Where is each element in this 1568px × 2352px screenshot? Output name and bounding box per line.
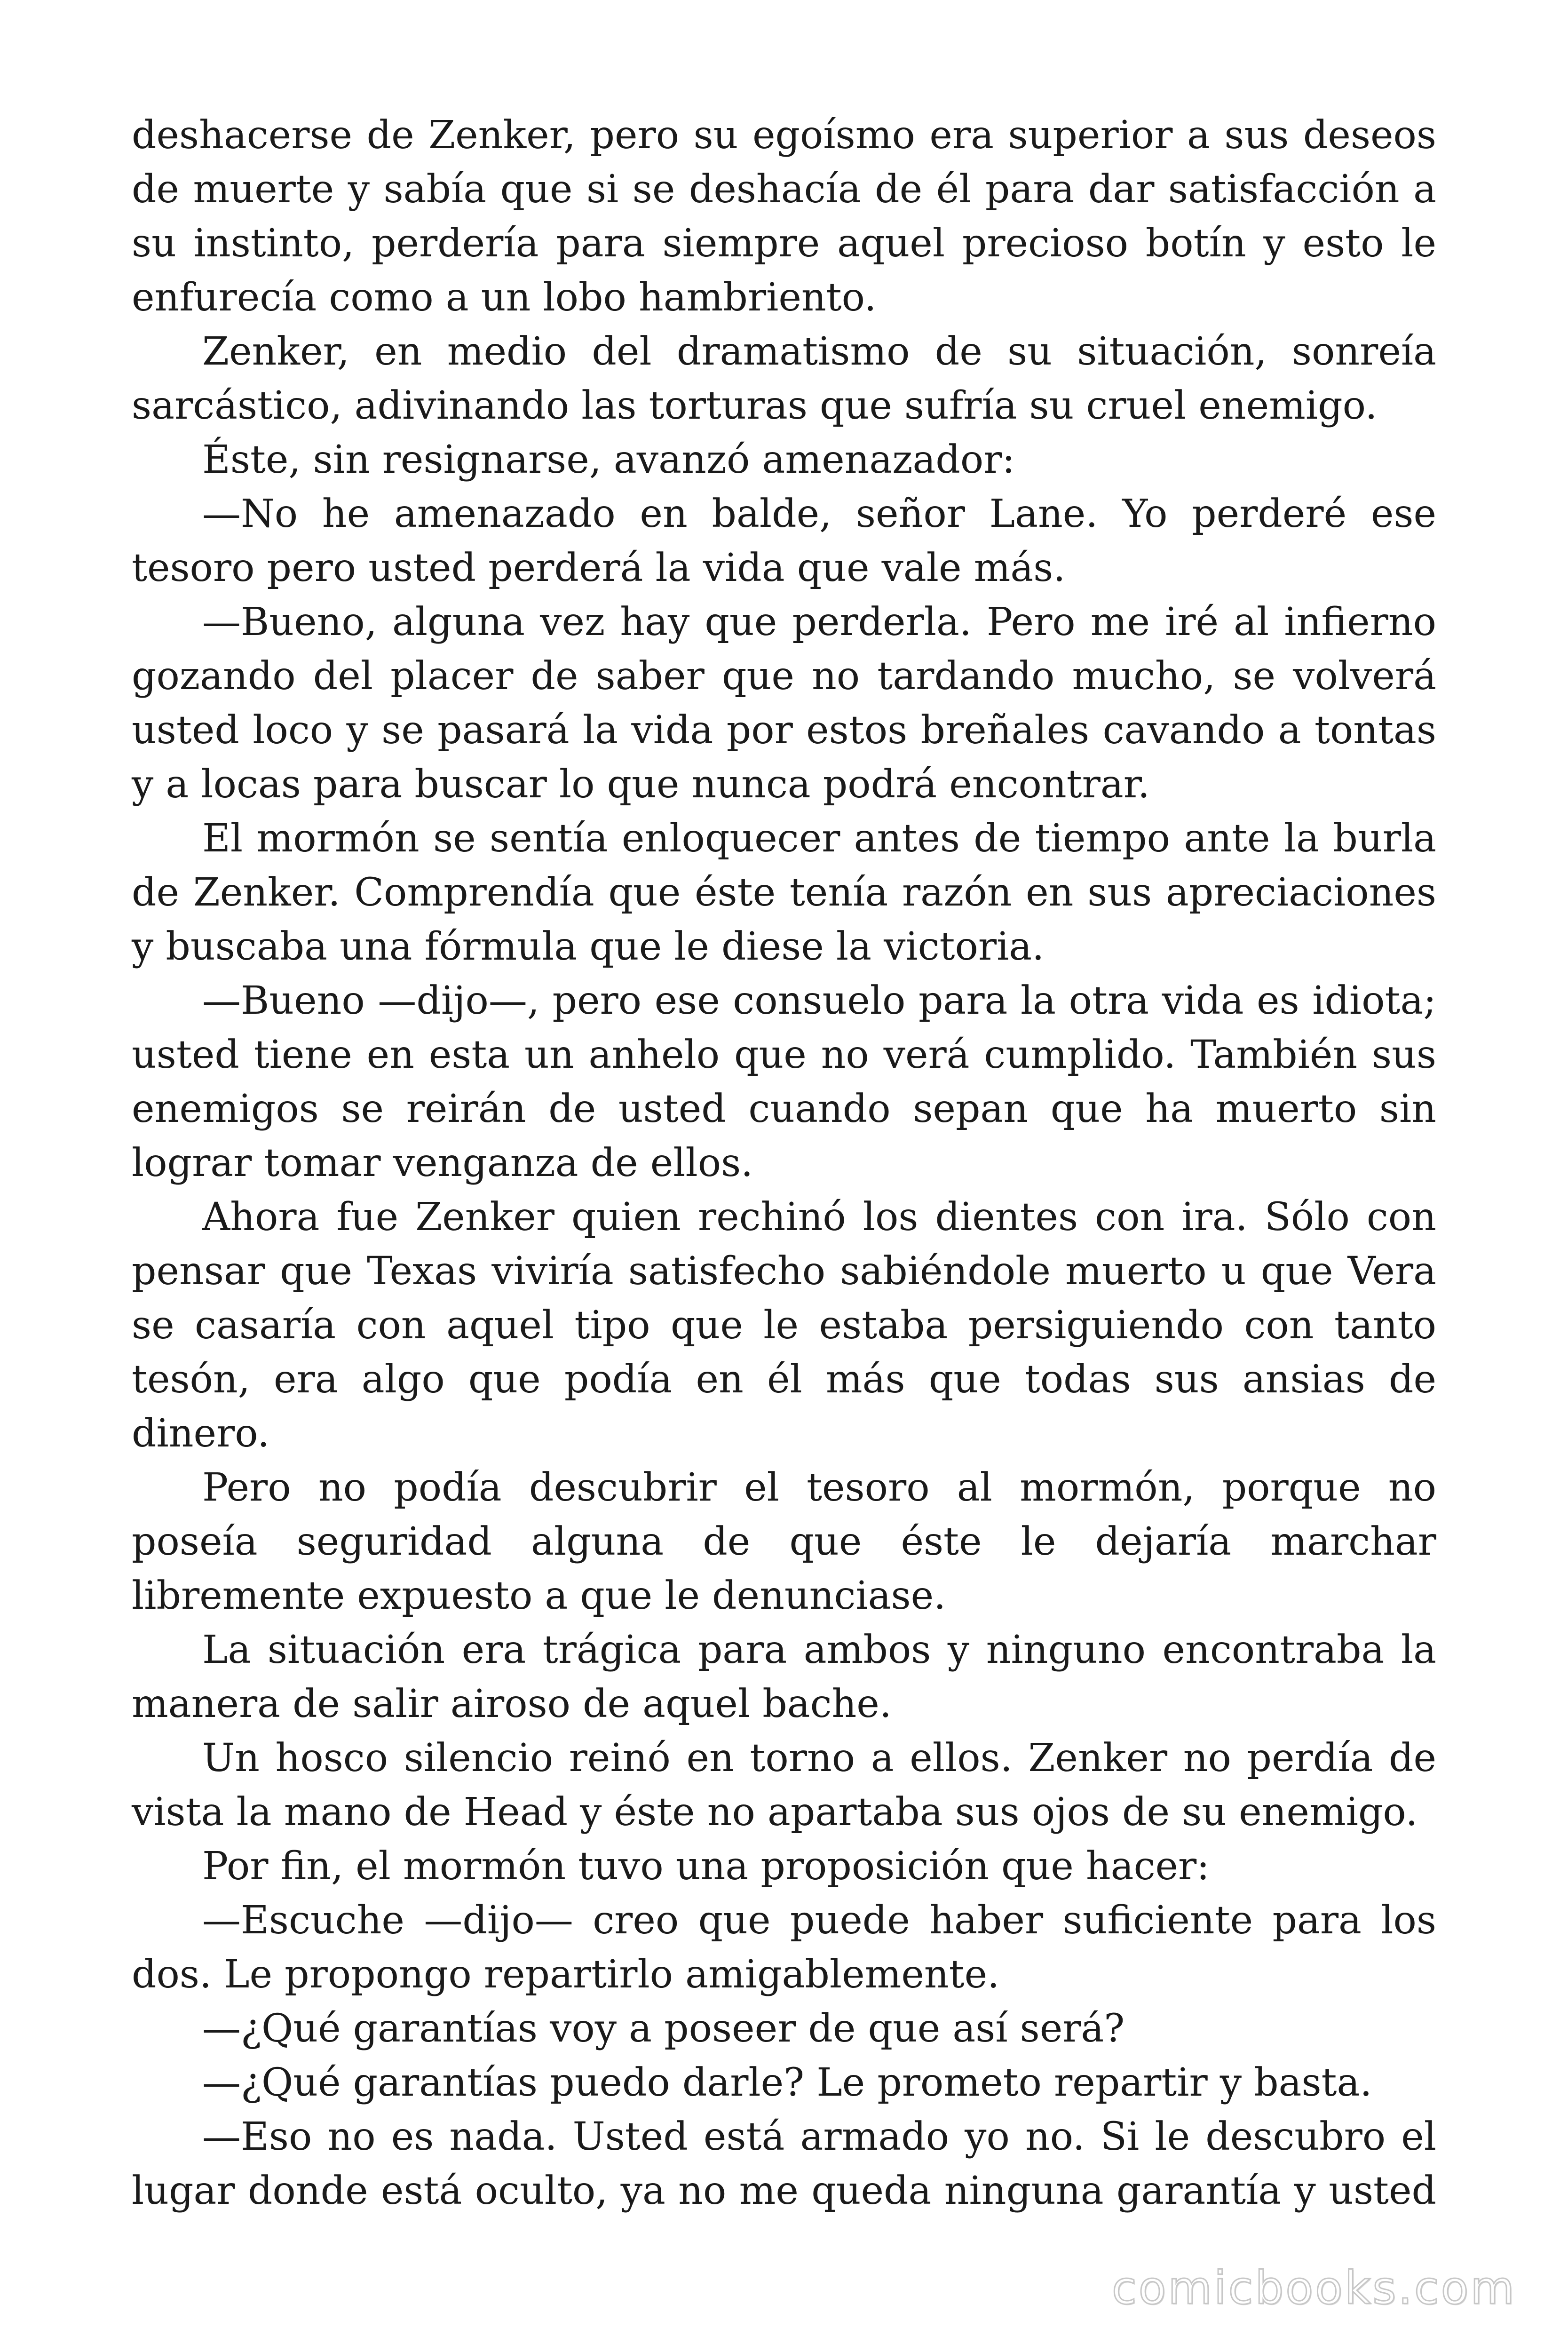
paragraph: —¿Qué garantías puedo darle? Le prometo repartir y basta. bbox=[202, 2060, 1372, 2105]
page-body bbox=[132, 108, 1436, 2218]
paragraph: —Eso no es nada. Usted está armado yo no. Si le descubro el lugar donde está oculto, ya no me queda ninguna garantía y usted bbox=[132, 2114, 1436, 2213]
paragraph: Ahora fue Zenker quien rechinó los dientes con ira. Sólo con pensar que Texas viviría satisfecho sabiéndole muerto u que Vera se casaría con aquel tipo que le estaba persiguiendo con tanto tesón, era algo que podía en él más que todas sus ansias de dinero. bbox=[132, 1195, 1436, 1456]
paragraph: La situación era trágica para ambos y ninguno encontraba la manera de salir airoso de aquel bache. bbox=[132, 1628, 1436, 1726]
paragraph: Por fin, el mormón tuvo una proposición que hacer: bbox=[202, 1844, 1210, 1889]
paragraph: —¿Qué garantías voy a poseer de que así será? bbox=[202, 2006, 1125, 2051]
paragraph: Éste, sin resignarse, avanzó amenazador: bbox=[202, 437, 1015, 482]
paragraph: El mormón se sentía enloquecer antes de tiempo ante la burla de Zenker. Comprendía que éste tenía razón en sus apreciaciones y buscaba una fórmula que le diese la victoria. bbox=[132, 816, 1436, 969]
paragraph: —Bueno, alguna vez hay que perderla. Pero me iré al infierno gozando del placer de saber que no tardando mucho, se volverá usted loco y se pasará la vida por estos breñales cavando a tontas y a locas para buscar lo que nunca podrá encontrar. bbox=[132, 600, 1436, 807]
paragraph: —No he amenazado en balde, señor Lane. Yo perderé ese tesoro pero usted perderá la vida que vale más. bbox=[132, 492, 1436, 590]
paragraph: —Escuche —dijo— creo que puede haber suficiente para los dos. Le propongo repartirlo amigablemente. bbox=[132, 1898, 1436, 1997]
paragraph: Zenker, en medio del dramatismo de su situación, sonreía sarcástico, adivinando las torturas que sufría su cruel enemigo. bbox=[132, 329, 1436, 428]
paragraph: Pero no podía descubrir el tesoro al mormón, porque no poseía seguridad alguna de que éste le dejaría marchar libremente expuesto a que le denunciase. bbox=[132, 1465, 1436, 1618]
paragraph: Un hosco silencio reinó en torno a ellos. Zenker no perdía de vista la mano de Head y éste no apartaba sus ojos de su enemigo. bbox=[132, 1736, 1436, 1835]
paragraph: deshacerse de Zenker, pero su egoísmo era superior a sus deseos de muerte y sabía que si se deshacía de él para dar satisfacción a su instinto, perdería para siempre aquel precioso botín y esto le enfurecía como a un lobo hambriento. bbox=[132, 113, 1436, 320]
watermark: comicbooks.com bbox=[1111, 2262, 1516, 2314]
paragraph: —Bueno —dijo—, pero ese consuelo para la otra vida es idiota; usted tiene en esta un anhelo que no verá cumplido. También sus enemigos se reirán de usted cuando sepan que ha muerto sin lograr tomar venganza de ellos. bbox=[132, 978, 1436, 1185]
